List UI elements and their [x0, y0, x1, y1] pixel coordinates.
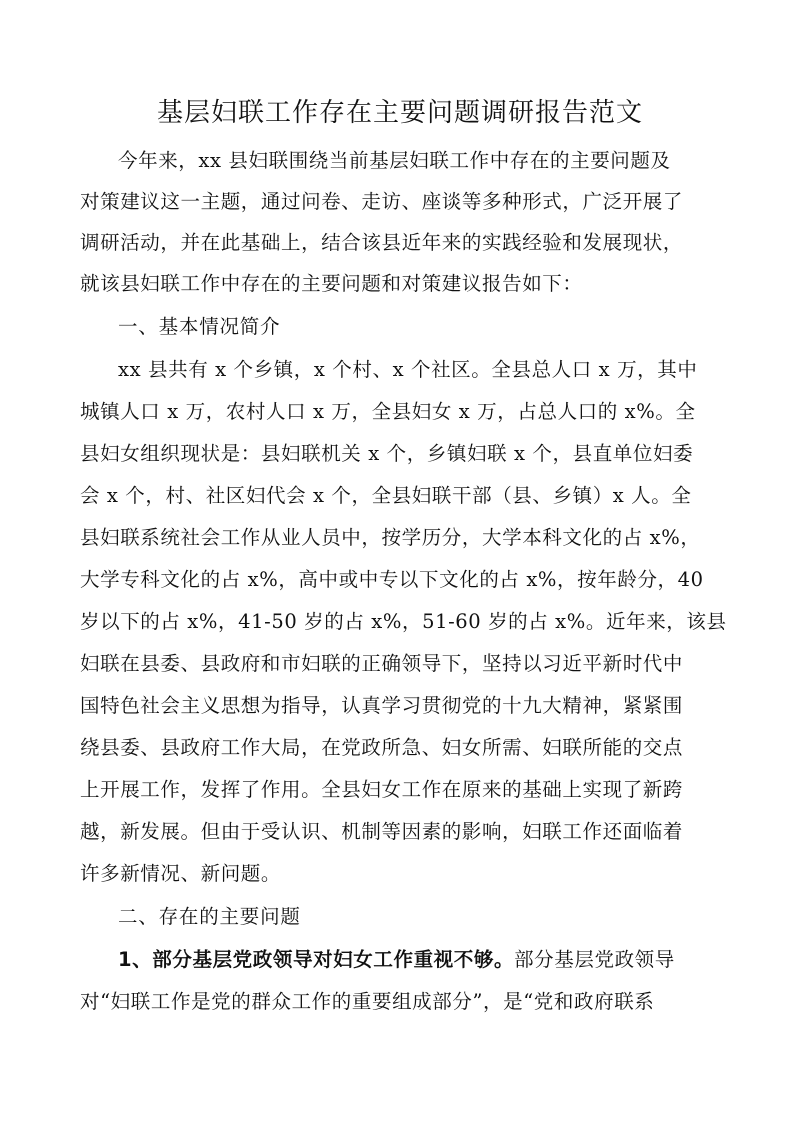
intro-line: 调研活动，并在此基础上，结合该县近年来的实践经验和发展现状，: [80, 231, 684, 254]
body-line: 县妇女组织现状是：县妇联机关 x 个，乡镇妇联 x 个，县直单位妇委: [80, 442, 694, 465]
body-line: 县妇联系统社会工作从业人员中，按学历分，大学本科文化的占 x%，: [80, 526, 701, 549]
item-lead-bold: 1、部分基层党政领导对妇女工作重视不够。: [118, 948, 515, 971]
body-line: 大学专科文化的占 x%，高中或中专以下文化的占 x%，按年龄分，40: [80, 568, 704, 591]
body-line: 城镇人口 x 万，农村人口 x 万，全县妇女 x 万，占总人口的 x%。全: [80, 400, 696, 423]
intro-line: 对策建议这一主题，通过问卷、走访、座谈等多种形式，广泛开展了: [80, 190, 684, 213]
item-lead-rest: 部分基层党政领导: [514, 948, 675, 971]
body-line: 国特色社会主义思想为指导，认真学习贯彻党的十九大精神，紧紧围: [80, 694, 684, 717]
intro-line: 今年来，xx 县妇联围绕当前基层妇联工作中存在的主要问题及: [118, 149, 671, 172]
body-line: 绕县委、县政府工作大局，在党政所急、妇女所需、妇联所能的交点: [80, 736, 684, 759]
body-line: 妇联在县委、县政府和市妇联的正确领导下，坚持以习近平新时代中: [80, 652, 684, 675]
body-line: xx 县共有 x 个乡镇，x 个村、x 个社区。全县总人口 x 万，其中: [118, 358, 698, 381]
body-line: 许多新情况、新问题。: [80, 862, 282, 885]
item-line: [118, 947, 675, 973]
document-title: 基层妇联工作存在主要问题调研报告范文: [156, 98, 643, 128]
body-line: 会 x 个，村、社区妇代会 x 个，全县妇联干部（县、乡镇）x 人。全: [80, 484, 692, 507]
body-line: 上开展工作，发挥了作用。全县妇女工作在原来的基础上实现了新跨: [80, 778, 684, 801]
body-line: 越，新发展。但由于受认识、机制等因素的影响，妇联工作还面临着: [80, 820, 684, 843]
section-heading-1: 一、基本情况简介: [118, 315, 281, 338]
section-heading-2: 二、存在的主要问题: [118, 905, 301, 928]
body-line: 岁以下的占 x%，41-50 岁的占 x%，51-60 岁的占 x%。近年来，该县: [80, 610, 727, 633]
item-line: 对“妇联工作是党的群众工作的重要组成部分”，是“党和政府联系: [80, 990, 655, 1013]
intro-line: 就该县妇联工作中存在的主要问题和对策建议报告如下：: [80, 272, 583, 295]
